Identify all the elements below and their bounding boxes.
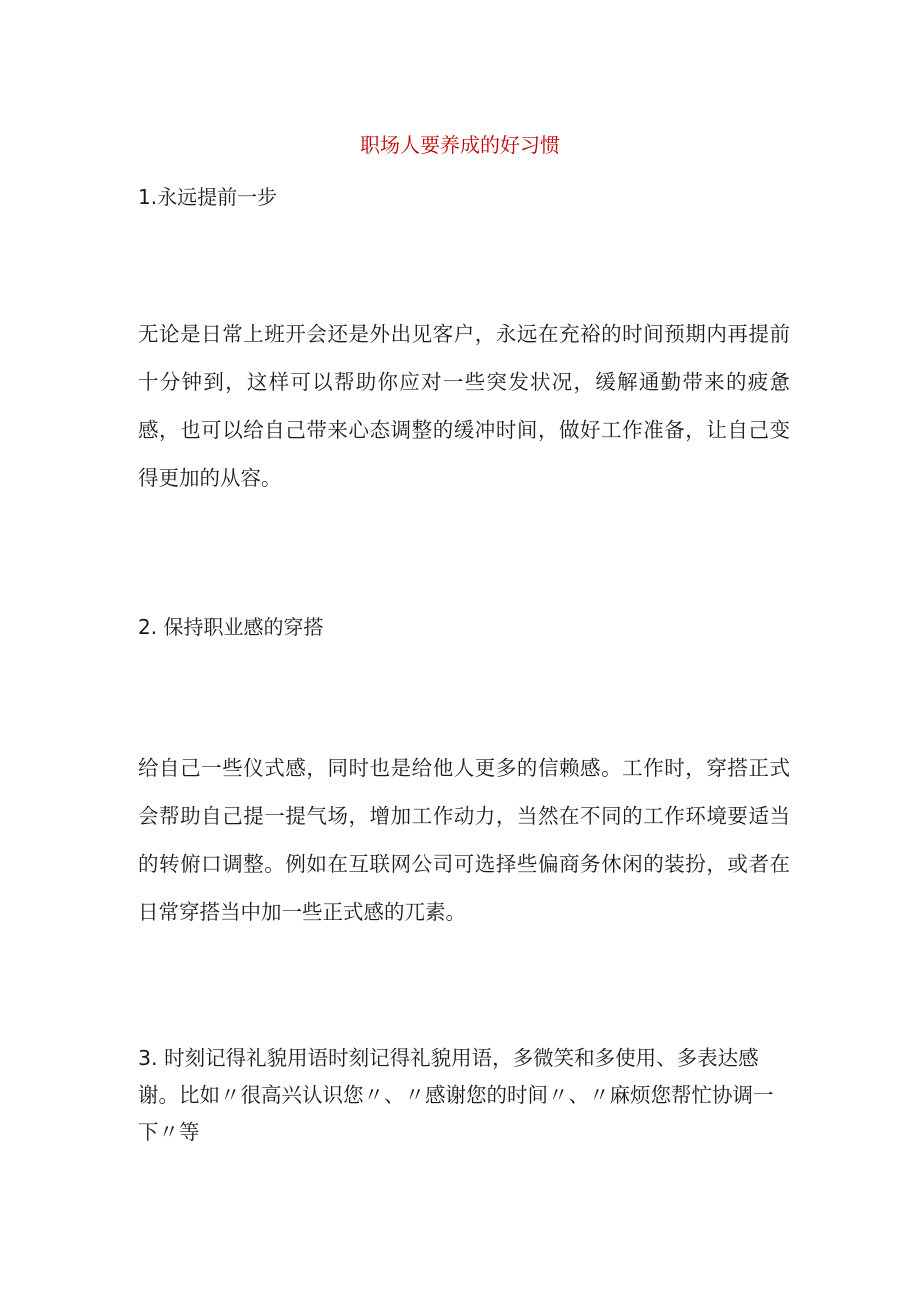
section-1-paragraph: 无论是日常上班开会还是外出见客户，永远在充裕的时间预期内再提前十分钟到，这样可以帮助你应对一些突发状况，缓解通勤带来的疲惫感，也可以给自己带来心态调整的缓冲时间，做好工作准备，让自己变得更加的从容。: [138, 322, 790, 490]
section-3-paragraph: 3. 时刻记得礼貌用语时刻记得礼貌用语，多微笑和多使用、多表达感谢。比如〃很高兴认识您〃、〃感谢您的时间〃、〃麻烦您帮忙协调一下〃等: [138, 1046, 774, 1144]
section-2-paragraph: 给自己一些仪式感，同时也是给他人更多的信赖感。工作时，穿搭正式会帮助自己提一提气场，增加工作动力，当然在不同的工作环境要适当的转俯口调整。例如在互联网公司可选择些偏商务休闲的装扮，或者在日常穿搭当中加一些正式感的兀素。: [138, 756, 790, 924]
section-1-heading: 1.永远提前一步: [138, 185, 278, 209]
document-title: 职场人要养成的好习惯: [360, 133, 560, 157]
section-2-heading: 2. 保持职业感的穿搭: [138, 615, 324, 639]
